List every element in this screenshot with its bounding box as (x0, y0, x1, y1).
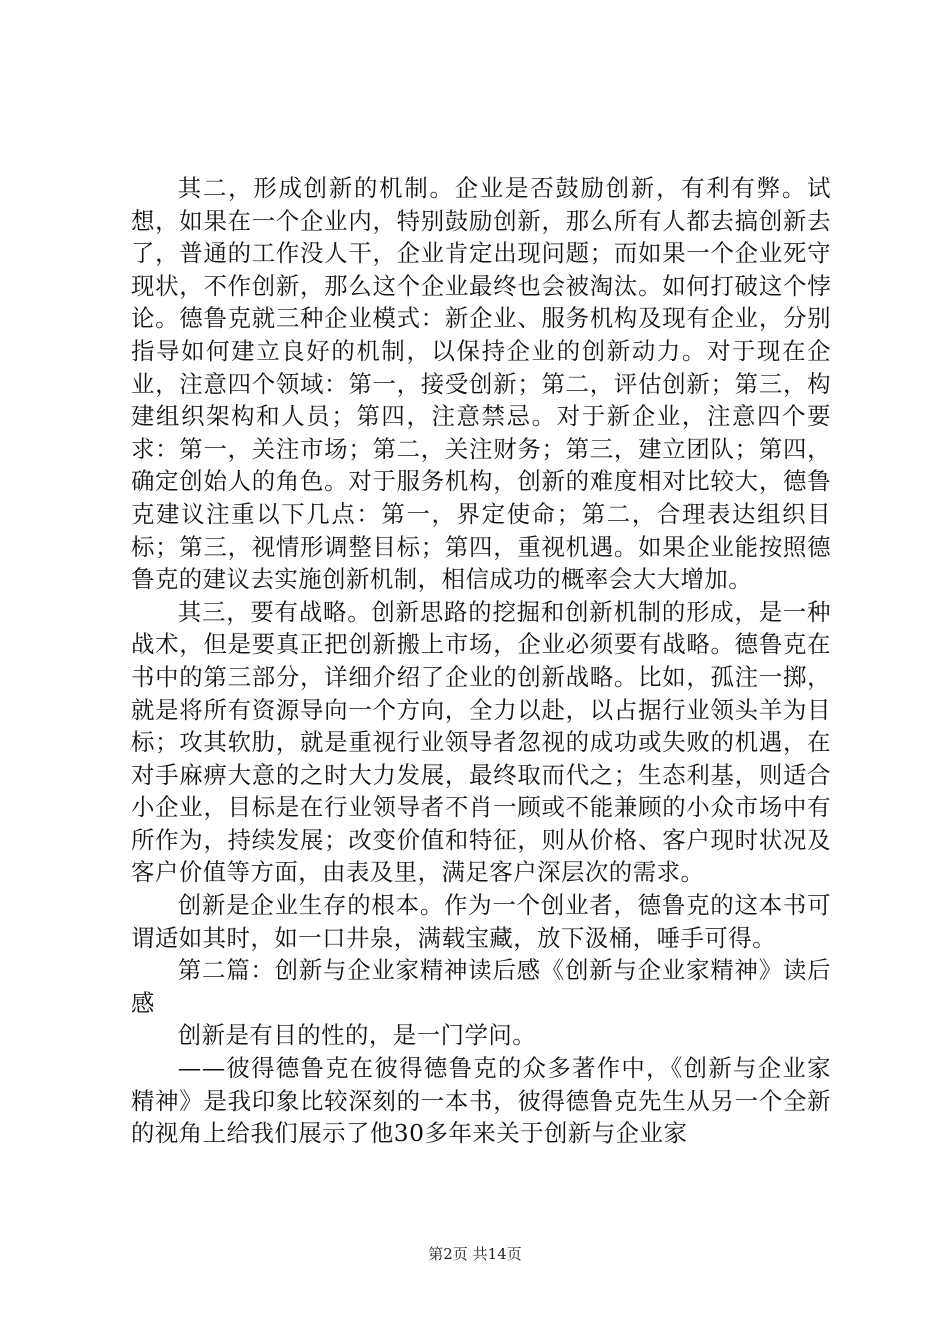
paragraph-conclusion: 创新是企业生存的根本。作为一个创业者，德鲁克的这本书可谓适如其时，如一口井泉，满载宝藏，放下汲桶，唾手可得。 (131, 891, 831, 952)
page-footer: 第2页 共14页 (428, 1245, 522, 1263)
section-heading: 第二篇：创新与企业家精神读后感《创新与企业家精神》读后感 (131, 956, 831, 1017)
paragraph-mechanism: 其二，形成创新的机制。企业是否鼓励创新，有利有弊。试想，如果在一个企业内，特别鼓励创新，那么所有人都去搞创新去了，普通的工作没人干，企业肯定出现问题；而如果一个企业死守现状，不作创新，那么这个企业最终也会被淘汰。如何打破这个悖论。德鲁克就三种企业模式：新企业、服务机构及现有企业，分别指导如何建立良好的机制，以保持企业的创新动力。对于现在企业，注意四个领域：第一，接受创新；第二，评估创新；第三，构建组织架构和人员；第四，注意禁忌。对于新企业，注意四个要求：第一，关注市场；第二，关注财务；第三，建立团队；第四，确定创始人的角色。对于服务机构，创新的难度相对比较大，德鲁克建议注重以下几点：第一，界定使命；第二，合理表达组织目标；第三，视情形调整目标；第四，重视机遇。如果企业能按照德鲁克的建议去实施创新机制，相信成功的概率会大大增加。 (131, 174, 831, 594)
document-body (131, 172, 831, 1150)
quote-line: 创新是有目的性的，是一门学问。 (177, 1021, 537, 1050)
paragraph-intro: ——彼得德鲁克在彼得德鲁克的众多著作中，《创新与企业家精神》是我印象比较深刻的一本书，彼得德鲁克先生从另一个全新的视角上给我们展示了他30多年来关于创新与企业家 (131, 1054, 831, 1148)
paragraph-strategy: 其三，要有战略。创新思路的挖掘和创新机制的形成，是一种战术，但是要真正把创新搬上市场，企业必须要有战略。德鲁克在书中的第三部分，详细介绍了企业的创新战略。比如，孤注一掷，就是将所有资源导向一个方向，全力以赴，以占据行业领头羊为目标；攻其软肋，就是重视行业领导者忽视的成功或失败的机遇，在对手麻痹大意的之时大力发展，最终取而代之；生态利基，则适合小企业，目标是在行业领导者不肖一顾或不能兼顾的小众市场中有所作为，持续发展；改变价值和特征，则从价格、客户现时状况及客户价值等方面，由表及里，满足客户深层次的需求。 (131, 597, 831, 887)
